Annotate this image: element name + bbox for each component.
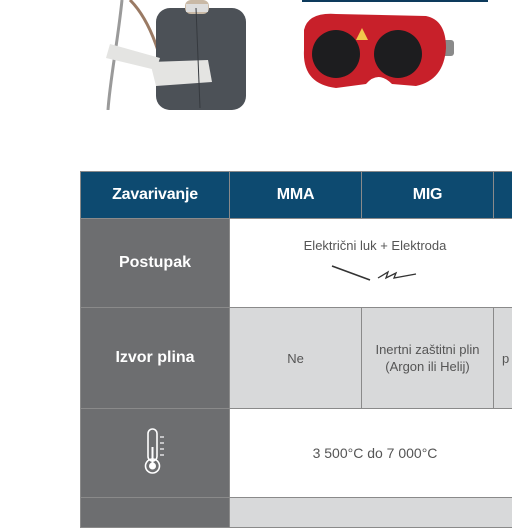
row-label-temperature <box>81 409 230 498</box>
process-text: Električni luk + Elektroda <box>230 237 512 254</box>
mig-gas-cell: Inertni zaštitni plin (Argon ili Helij) <box>362 308 494 409</box>
welder-illustration <box>100 0 250 110</box>
table-row <box>81 498 512 528</box>
mma-gas-cell: Ne <box>230 308 362 409</box>
table-row <box>81 219 512 308</box>
welding-goggles-illustration <box>296 0 460 100</box>
table-row <box>81 308 512 409</box>
thermometer-icon <box>142 427 168 475</box>
temperature-cell: 3 500°C do 7 000°C <box>230 409 512 498</box>
header-mig: MIG <box>362 172 494 219</box>
process-cell <box>230 219 512 308</box>
header-next <box>494 172 512 219</box>
welding-comparison-table <box>80 171 512 528</box>
row-label-next <box>81 498 230 528</box>
row-label-gas-source: Izvor plina <box>81 308 230 409</box>
electric-arc-icon <box>330 262 420 284</box>
next-row-cell <box>230 498 512 528</box>
table-header-row <box>81 172 512 219</box>
row-label-process: Postupak <box>81 219 230 308</box>
next-gas-cell: p <box>494 308 512 409</box>
header-welding: Zavarivanje <box>81 172 230 219</box>
table-row <box>81 409 512 498</box>
header-mma: MMA <box>230 172 362 219</box>
